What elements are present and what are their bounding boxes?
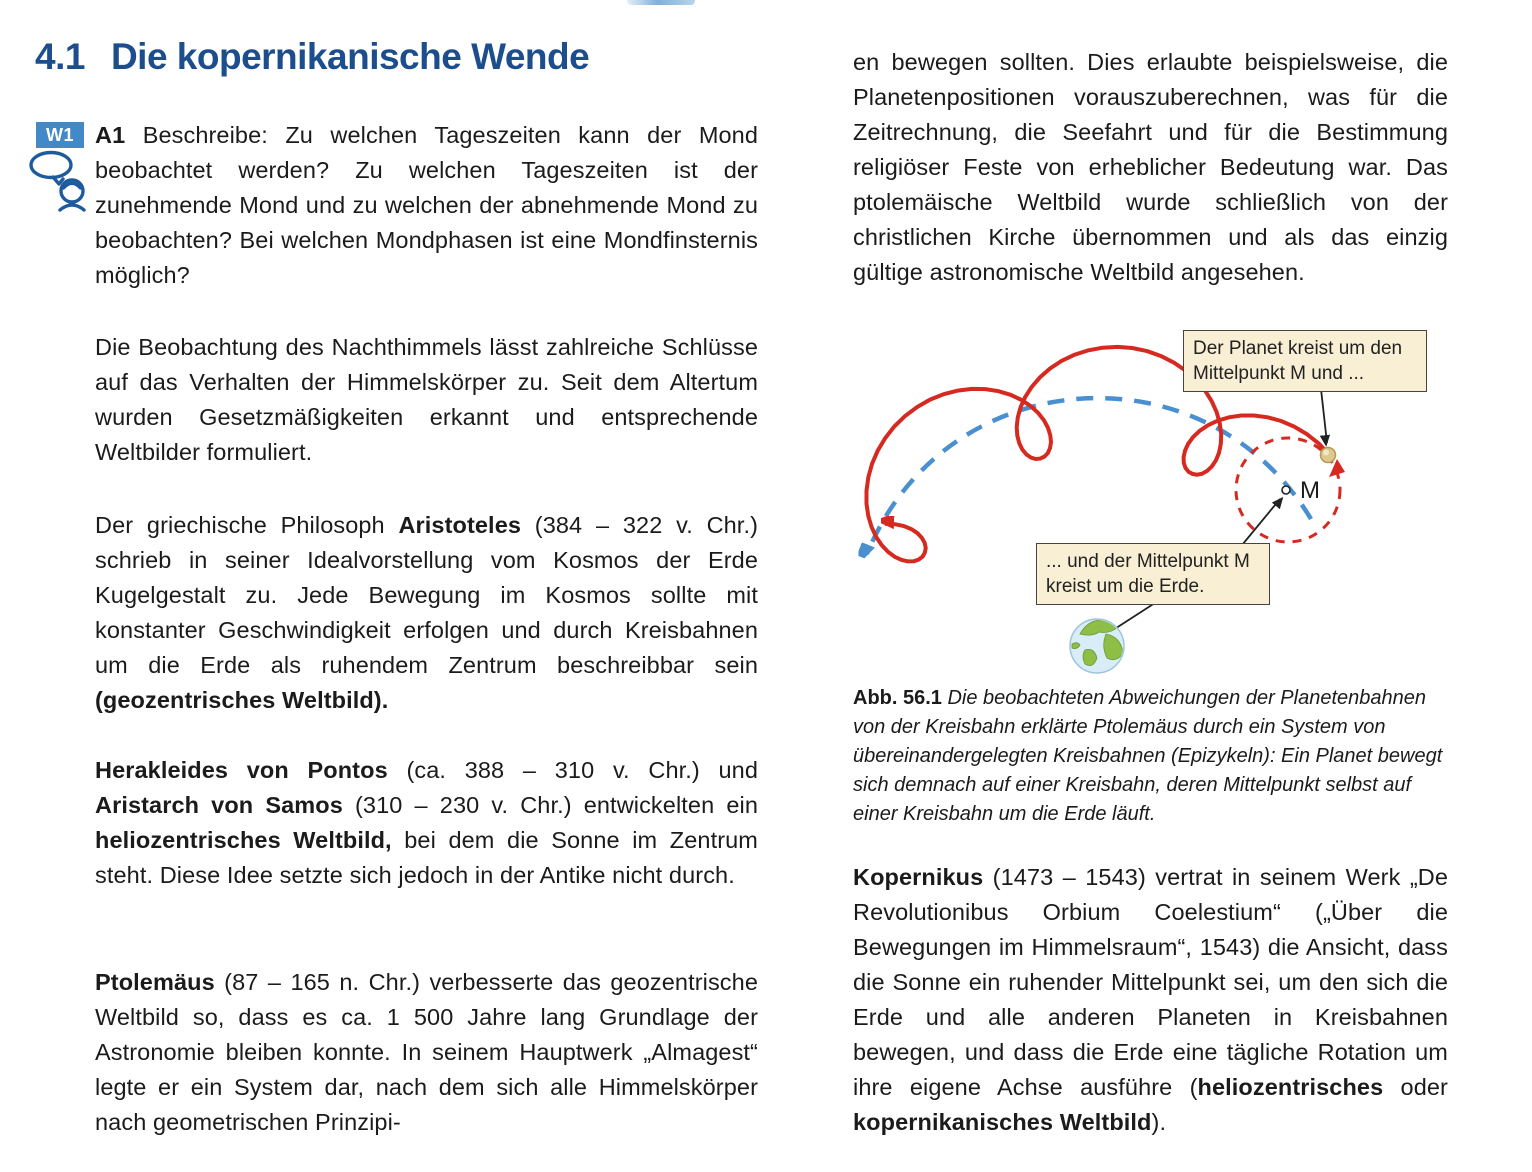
callout-planet-arrow xyxy=(1321,389,1327,443)
deferent-arc xyxy=(867,398,1311,554)
task-a1-paragraph: A1 Beschreibe: Zu welchen Tageszeiten kann der Mond beobachtet werden? Zu welchen Tageszeiten ist der zunehmende Mond und zu welchen der abnehmende Mond zu beobachten? Bei welchen Mondphasen ist eine Mondfinsternis möglich? xyxy=(95,122,758,288)
callout-center: ... und der Mittelpunkt M kreist um die Erde. xyxy=(1036,543,1270,605)
planet-dot xyxy=(1321,448,1336,463)
figure-caption: Abb. 56.1 Die beobachteten Abweichungen der Planetenbahnen von der Kreisbahn erklärte Ptolemäus durch ein System von übereinandergelegten Kreisbahnen (Epizykeln): Ein Planet bewegt sich demnach auf einer Kreisbahn, deren Mittelpunkt selbst auf einer Kreisbahn um die Erde läuft. xyxy=(853,687,1443,825)
section-title: Die kopernikanische Wende xyxy=(110,36,590,77)
person-shoulders-line xyxy=(60,205,84,210)
callout-planet: Der Planet kreist um den Mittelpunkt M und ... xyxy=(1183,330,1427,392)
paragraph-aristoteles: Der griechische Philosoph Aristoteles (384 – 322 v. Chr.) schrieb in seiner Idealvorstellung vom Kosmos der Erde Kugelgestalt zu. Jede Bewegung im Kosmos sollte mit konstanter Geschwindigkeit erfolgen und durch Kreisbahnen um die Erde als ruhendem Zentrum beschreibbar sein (geozentrisches Weltbild). xyxy=(95,512,758,713)
section-number: 4.1 xyxy=(35,36,85,77)
paragraph-ptolemaeus-continued: en bewegen sollten. Dies erlaubte beispielsweise, die Planetenpositionen vorauszuberechnen, was für die Zeitrechnung, die Seefahrt und für die Bestimmung religiöser Feste von erheblicher Bedeutung war. Das ptolemäische Weltbild wurde schließlich von der christlichen Kirche übernommen und als das einzig gültige astronomische Weltbild angesehen. xyxy=(853,49,1448,285)
paragraph-ptolemaeus: Ptolemäus (87 – 165 n. Chr.) verbesserte das geozentrische Weltbild so, dass es ca. 1 500 Jahre lang Grundlage der Astronomie bleiben konnte. In seinem Hauptwerk „Almagest“ legte er ein System dar, nach dem sich alle Himmelskörper nach geometrischen Prinzipi- xyxy=(95,969,758,1135)
m-label: M xyxy=(1300,477,1320,504)
paragraph-observation: Die Beobachtung des Nachthimmels lässt zahlreiche Schlüsse auf das Verhalten der Himmelskörper zu. Seit dem Altertum wurden Gesetzmäßigkeiten erkannt und entsprechende Weltbilder formuliert. xyxy=(95,334,758,465)
paragraph-herakleides: Herakleides von Pontos (ca. 388 – 310 v. Chr.) und Aristarch von Samos (310 – 230 v. Chr.) entwickelten ein heliozentrisches Weltbild, bei dem die Sonne im Zentrum steht. Diese Idee setzte sich jedoch in der Antike nicht durch. xyxy=(95,757,758,888)
page-top-tab-remnant xyxy=(627,0,695,5)
speech-bubble-icon xyxy=(31,153,71,178)
paragraph-kopernikus: Kopernikus (1473 – 1543) vertrat in seinem Werk „De Revolutionibus Orbium Coelestium“ („Über die Bewegungen im Himmelsraum“, 1543) die Ansicht, dass die Sonne ein ruhender Mittelpunkt sei, um den sich die Erde und alle anderen Planeten in Kreisbahnen bewegen, und dass die Erde eine tägliche Rotation um ihre eigene Achse ausführe (heliozentrisches oder kopernikanisches Weltbild). xyxy=(853,864,1448,1135)
m-center-dot xyxy=(1282,486,1290,494)
discussion-icon xyxy=(28,150,92,216)
section-heading xyxy=(35,36,589,78)
earth-illustration xyxy=(1070,619,1124,673)
competence-badge: W1 xyxy=(36,122,84,148)
person-hair-line xyxy=(64,183,81,188)
planet-highlight xyxy=(1323,450,1329,456)
